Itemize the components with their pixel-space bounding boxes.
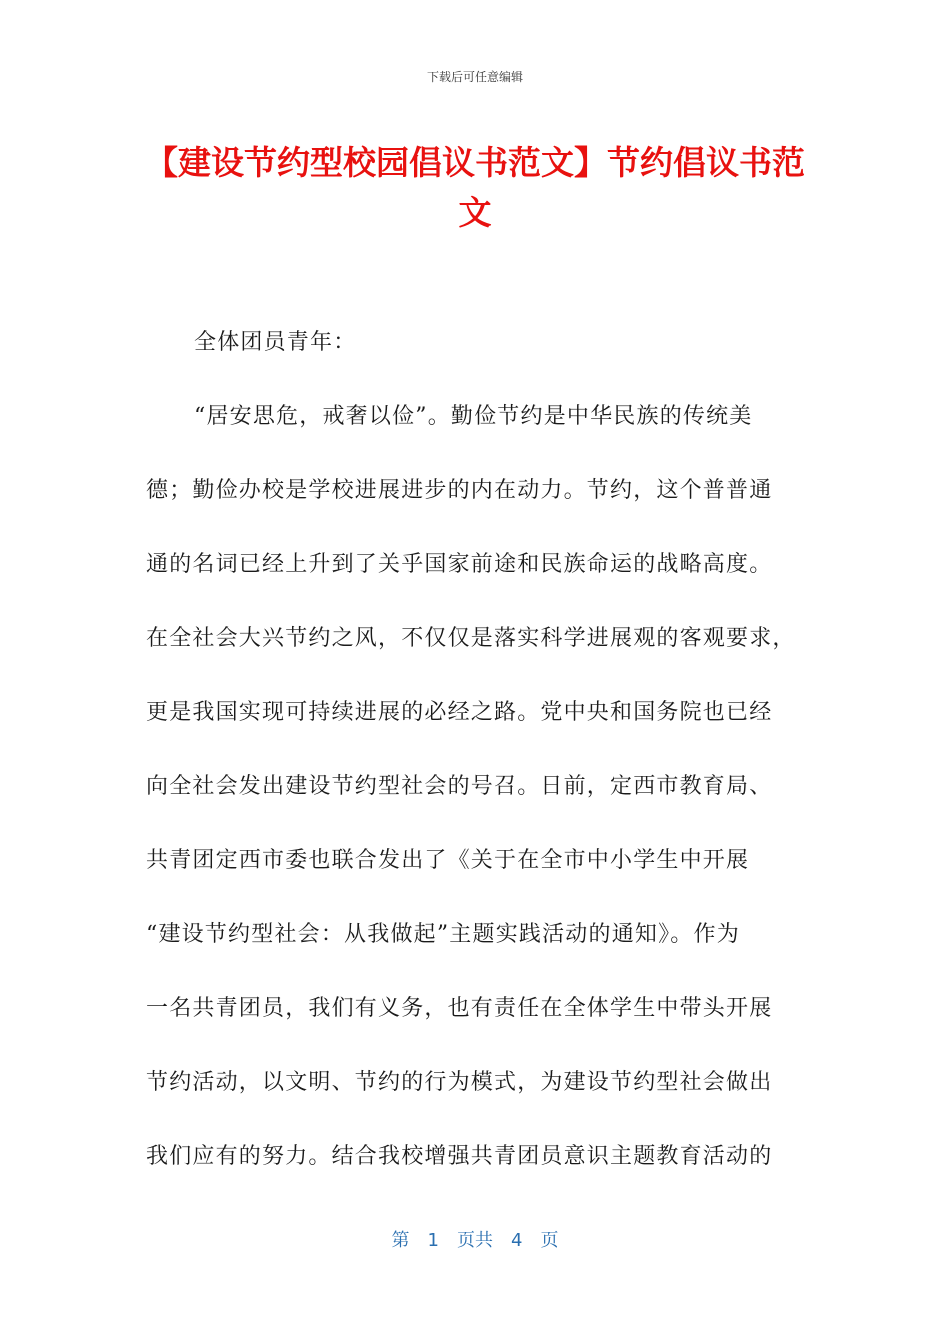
body-line: 德；勤俭办校是学校进展进步的内在动力。节约，这个普普通 <box>146 478 773 503</box>
footer-suffix: 页 <box>540 1230 559 1251</box>
current-page-number: 1 <box>427 1230 439 1251</box>
total-pages-number: 4 <box>511 1230 523 1251</box>
body-line: “建设节约型社会：从我做起”主题实践活动的通知》。作为 <box>146 922 740 947</box>
body-line: 节约活动，以文明、节约的行为模式，为建设节约型社会做出 <box>146 1070 773 1095</box>
body-line: 向全社会发出建设节约型社会的号召。日前，定西市教育局、 <box>146 774 773 799</box>
document-title: 【建设节约型校园倡议书范文】节约倡议书范文 <box>145 143 805 232</box>
salutation-line: 全体团员青年： <box>194 330 357 355</box>
body-line: 更是我国实现可持续进展的必经之路。党中央和国务院也已经 <box>146 700 773 725</box>
body-line: 通的名词已经上升到了关乎国家前途和民族命运的战略高度。 <box>146 552 773 577</box>
body-line: 在全社会大兴节约之风，不仅仅是落实科学进展观的客观要求， <box>146 626 796 651</box>
document-body <box>146 318 806 1206</box>
body-line: 我们应有的努力。结合我校增强共青团员意识主题教育活动的 <box>146 1144 773 1169</box>
body-line: 一名共青团员，我们有义务，也有责任在全体学生中带头开展 <box>146 996 773 1021</box>
footer-prefix: 第 <box>391 1230 410 1251</box>
body-line: 共青团定西市委也联合发出了《关于在全市中小学生中开展 <box>146 848 750 873</box>
footer-middle: 页共 <box>457 1230 493 1251</box>
body-line: “居安思危，戒奢以俭”。勤俭节约是中华民族的传统美 <box>194 404 753 429</box>
page-footer <box>0 1226 950 1252</box>
header-note: 下载后可任意编辑 <box>426 70 523 84</box>
